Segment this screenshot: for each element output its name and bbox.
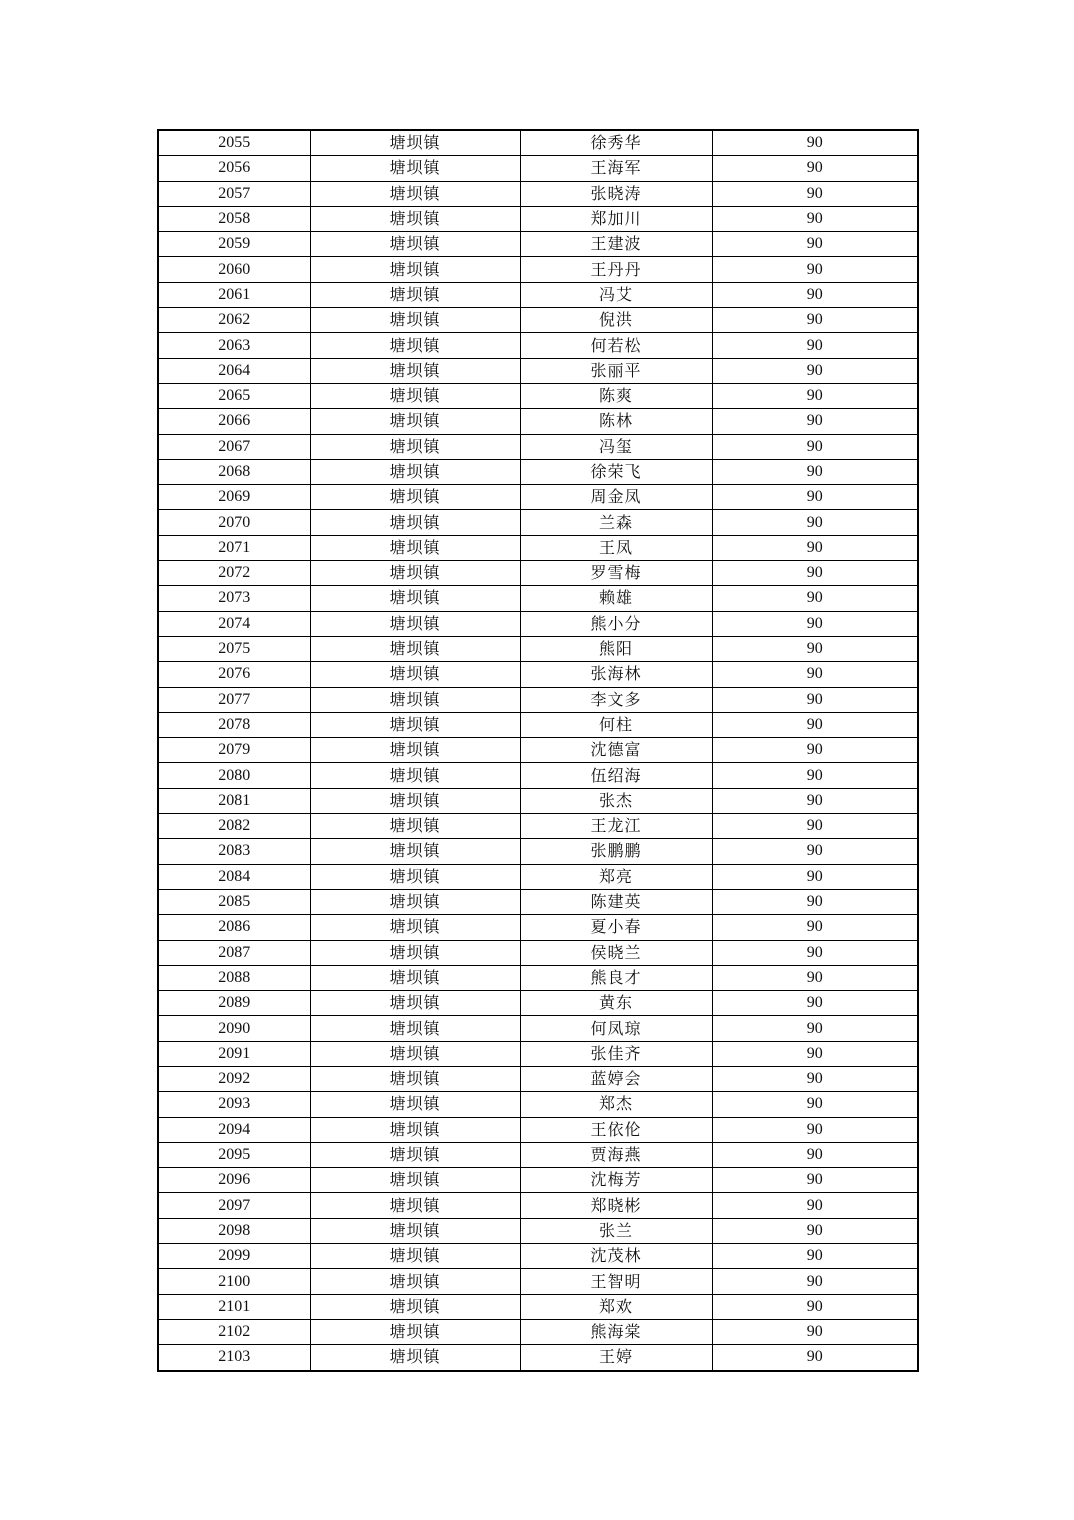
score-cell: 90 — [712, 1218, 918, 1243]
score-cell: 90 — [712, 1345, 918, 1371]
town-cell: 塘坝镇 — [310, 1294, 520, 1319]
row-number-cell: 2068 — [158, 459, 310, 484]
town-cell: 塘坝镇 — [310, 1345, 520, 1371]
person-name-cell: 冯艾 — [520, 282, 712, 307]
person-name-cell: 何柱 — [520, 712, 712, 737]
row-number-cell: 2064 — [158, 358, 310, 383]
score-cell: 90 — [712, 510, 918, 535]
town-cell: 塘坝镇 — [310, 788, 520, 813]
table-row — [158, 308, 918, 333]
town-cell: 塘坝镇 — [310, 510, 520, 535]
town-cell: 塘坝镇 — [310, 282, 520, 307]
row-number-cell: 2089 — [158, 991, 310, 1016]
town-cell: 塘坝镇 — [310, 915, 520, 940]
row-number-cell: 2101 — [158, 1294, 310, 1319]
score-cell: 90 — [712, 282, 918, 307]
town-cell: 塘坝镇 — [310, 156, 520, 181]
score-cell: 90 — [712, 1117, 918, 1142]
person-name-cell: 郑杰 — [520, 1092, 712, 1117]
row-number-cell: 2063 — [158, 333, 310, 358]
town-cell: 塘坝镇 — [310, 1142, 520, 1167]
row-number-cell: 2086 — [158, 915, 310, 940]
person-name-cell: 沈梅芳 — [520, 1168, 712, 1193]
person-name-cell: 王龙江 — [520, 814, 712, 839]
town-cell: 塘坝镇 — [310, 1066, 520, 1091]
score-cell: 90 — [712, 130, 918, 156]
town-cell: 塘坝镇 — [310, 206, 520, 231]
person-name-cell: 伍绍海 — [520, 763, 712, 788]
table-row — [158, 965, 918, 990]
person-name-cell: 贾海燕 — [520, 1142, 712, 1167]
table-row — [158, 383, 918, 408]
town-cell: 塘坝镇 — [310, 485, 520, 510]
row-number-cell: 2075 — [158, 636, 310, 661]
person-name-cell: 张晓涛 — [520, 181, 712, 206]
row-number-cell: 2097 — [158, 1193, 310, 1218]
score-cell: 90 — [712, 889, 918, 914]
table-row — [158, 409, 918, 434]
person-name-cell: 陈建英 — [520, 889, 712, 914]
score-cell: 90 — [712, 232, 918, 257]
score-cell: 90 — [712, 814, 918, 839]
table-row — [158, 181, 918, 206]
row-number-cell: 2095 — [158, 1142, 310, 1167]
score-cell: 90 — [712, 257, 918, 282]
table-row — [158, 358, 918, 383]
table-row — [158, 1117, 918, 1142]
table-row — [158, 763, 918, 788]
person-name-cell: 沈德富 — [520, 738, 712, 763]
table-row — [158, 1092, 918, 1117]
town-cell: 塘坝镇 — [310, 1218, 520, 1243]
table-row — [158, 1244, 918, 1269]
table-row — [158, 1168, 918, 1193]
row-number-cell: 2074 — [158, 611, 310, 636]
town-cell: 塘坝镇 — [310, 308, 520, 333]
table-row — [158, 156, 918, 181]
town-cell: 塘坝镇 — [310, 1168, 520, 1193]
table-row — [158, 1345, 918, 1371]
roster-table — [157, 129, 919, 1372]
table-row — [158, 712, 918, 737]
person-name-cell: 侯晓兰 — [520, 940, 712, 965]
table-row — [158, 636, 918, 661]
town-cell: 塘坝镇 — [310, 636, 520, 661]
table-row — [158, 1142, 918, 1167]
score-cell: 90 — [712, 636, 918, 661]
town-cell: 塘坝镇 — [310, 459, 520, 484]
table-row — [158, 889, 918, 914]
person-name-cell: 周金凤 — [520, 485, 712, 510]
table-row — [158, 864, 918, 889]
person-name-cell: 熊良才 — [520, 965, 712, 990]
row-number-cell: 2055 — [158, 130, 310, 156]
person-name-cell: 陈林 — [520, 409, 712, 434]
table-row — [158, 991, 918, 1016]
person-name-cell: 张丽平 — [520, 358, 712, 383]
row-number-cell: 2076 — [158, 662, 310, 687]
row-number-cell: 2077 — [158, 687, 310, 712]
table-row — [158, 1319, 918, 1344]
town-cell: 塘坝镇 — [310, 1016, 520, 1041]
score-cell: 90 — [712, 763, 918, 788]
table-row — [158, 1041, 918, 1066]
person-name-cell: 郑亮 — [520, 864, 712, 889]
person-name-cell: 夏小春 — [520, 915, 712, 940]
score-cell: 90 — [712, 561, 918, 586]
roster-table-body — [158, 130, 918, 1371]
table-row — [158, 738, 918, 763]
row-number-cell: 2057 — [158, 181, 310, 206]
town-cell: 塘坝镇 — [310, 940, 520, 965]
score-cell: 90 — [712, 1041, 918, 1066]
town-cell: 塘坝镇 — [310, 738, 520, 763]
person-name-cell: 张海林 — [520, 662, 712, 687]
table-row — [158, 940, 918, 965]
score-cell: 90 — [712, 839, 918, 864]
person-name-cell: 赖雄 — [520, 586, 712, 611]
score-cell: 90 — [712, 1319, 918, 1344]
town-cell: 塘坝镇 — [310, 1117, 520, 1142]
table-row — [158, 232, 918, 257]
score-cell: 90 — [712, 965, 918, 990]
row-number-cell: 2061 — [158, 282, 310, 307]
score-cell: 90 — [712, 1066, 918, 1091]
person-name-cell: 陈爽 — [520, 383, 712, 408]
score-cell: 90 — [712, 712, 918, 737]
row-number-cell: 2083 — [158, 839, 310, 864]
row-number-cell: 2069 — [158, 485, 310, 510]
town-cell: 塘坝镇 — [310, 358, 520, 383]
score-cell: 90 — [712, 1016, 918, 1041]
table-row — [158, 586, 918, 611]
score-cell: 90 — [712, 156, 918, 181]
row-number-cell: 2059 — [158, 232, 310, 257]
table-row — [158, 1294, 918, 1319]
score-cell: 90 — [712, 333, 918, 358]
score-cell: 90 — [712, 1244, 918, 1269]
row-number-cell: 2066 — [158, 409, 310, 434]
person-name-cell: 熊阳 — [520, 636, 712, 661]
row-number-cell: 2073 — [158, 586, 310, 611]
town-cell: 塘坝镇 — [310, 763, 520, 788]
table-row — [158, 1193, 918, 1218]
row-number-cell: 2102 — [158, 1319, 310, 1344]
person-name-cell: 王丹丹 — [520, 257, 712, 282]
table-row — [158, 535, 918, 560]
person-name-cell: 王海军 — [520, 156, 712, 181]
town-cell: 塘坝镇 — [310, 535, 520, 560]
row-number-cell: 2090 — [158, 1016, 310, 1041]
table-row — [158, 485, 918, 510]
town-cell: 塘坝镇 — [310, 1041, 520, 1066]
person-name-cell: 王依伦 — [520, 1117, 712, 1142]
score-cell: 90 — [712, 181, 918, 206]
score-cell: 90 — [712, 459, 918, 484]
row-number-cell: 2087 — [158, 940, 310, 965]
person-name-cell: 罗雪梅 — [520, 561, 712, 586]
row-number-cell: 2088 — [158, 965, 310, 990]
row-number-cell: 2091 — [158, 1041, 310, 1066]
row-number-cell: 2103 — [158, 1345, 310, 1371]
score-cell: 90 — [712, 1168, 918, 1193]
town-cell: 塘坝镇 — [310, 561, 520, 586]
row-number-cell: 2062 — [158, 308, 310, 333]
person-name-cell: 郑加川 — [520, 206, 712, 231]
row-number-cell: 2092 — [158, 1066, 310, 1091]
person-name-cell: 蓝婷会 — [520, 1066, 712, 1091]
town-cell: 塘坝镇 — [310, 130, 520, 156]
score-cell: 90 — [712, 409, 918, 434]
row-number-cell: 2082 — [158, 814, 310, 839]
person-name-cell: 郑晓彬 — [520, 1193, 712, 1218]
table-row — [158, 662, 918, 687]
row-number-cell: 2071 — [158, 535, 310, 560]
table-row — [158, 915, 918, 940]
table-row — [158, 459, 918, 484]
row-number-cell: 2099 — [158, 1244, 310, 1269]
row-number-cell: 2094 — [158, 1117, 310, 1142]
row-number-cell: 2070 — [158, 510, 310, 535]
table-row — [158, 130, 918, 156]
score-cell: 90 — [712, 308, 918, 333]
person-name-cell: 黄东 — [520, 991, 712, 1016]
town-cell: 塘坝镇 — [310, 965, 520, 990]
table-row — [158, 282, 918, 307]
person-name-cell: 熊海棠 — [520, 1319, 712, 1344]
town-cell: 塘坝镇 — [310, 1193, 520, 1218]
score-cell: 90 — [712, 485, 918, 510]
row-number-cell: 2056 — [158, 156, 310, 181]
person-name-cell: 王建波 — [520, 232, 712, 257]
score-cell: 90 — [712, 864, 918, 889]
person-name-cell: 熊小分 — [520, 611, 712, 636]
table-row — [158, 611, 918, 636]
town-cell: 塘坝镇 — [310, 181, 520, 206]
table-row — [158, 814, 918, 839]
person-name-cell: 沈茂林 — [520, 1244, 712, 1269]
score-cell: 90 — [712, 206, 918, 231]
person-name-cell: 李文多 — [520, 687, 712, 712]
score-cell: 90 — [712, 611, 918, 636]
town-cell: 塘坝镇 — [310, 864, 520, 889]
table-row — [158, 434, 918, 459]
table-row — [158, 561, 918, 586]
town-cell: 塘坝镇 — [310, 1244, 520, 1269]
table-row — [158, 206, 918, 231]
town-cell: 塘坝镇 — [310, 383, 520, 408]
score-cell: 90 — [712, 358, 918, 383]
town-cell: 塘坝镇 — [310, 1319, 520, 1344]
town-cell: 塘坝镇 — [310, 586, 520, 611]
score-cell: 90 — [712, 687, 918, 712]
row-number-cell: 2060 — [158, 257, 310, 282]
person-name-cell: 张杰 — [520, 788, 712, 813]
table-row — [158, 510, 918, 535]
town-cell: 塘坝镇 — [310, 232, 520, 257]
person-name-cell: 何若松 — [520, 333, 712, 358]
row-number-cell: 2078 — [158, 712, 310, 737]
town-cell: 塘坝镇 — [310, 409, 520, 434]
score-cell: 90 — [712, 991, 918, 1016]
table-row — [158, 1269, 918, 1294]
person-name-cell: 徐荣飞 — [520, 459, 712, 484]
person-name-cell: 张佳齐 — [520, 1041, 712, 1066]
town-cell: 塘坝镇 — [310, 687, 520, 712]
row-number-cell: 2065 — [158, 383, 310, 408]
row-number-cell: 2081 — [158, 788, 310, 813]
row-number-cell: 2100 — [158, 1269, 310, 1294]
table-row — [158, 333, 918, 358]
town-cell: 塘坝镇 — [310, 712, 520, 737]
town-cell: 塘坝镇 — [310, 611, 520, 636]
score-cell: 90 — [712, 383, 918, 408]
town-cell: 塘坝镇 — [310, 333, 520, 358]
person-name-cell: 王智明 — [520, 1269, 712, 1294]
person-name-cell: 徐秀华 — [520, 130, 712, 156]
row-number-cell: 2058 — [158, 206, 310, 231]
score-cell: 90 — [712, 940, 918, 965]
table-row — [158, 1218, 918, 1243]
table-row — [158, 257, 918, 282]
row-number-cell: 2096 — [158, 1168, 310, 1193]
row-number-cell: 2084 — [158, 864, 310, 889]
person-name-cell: 冯玺 — [520, 434, 712, 459]
score-cell: 90 — [712, 1092, 918, 1117]
row-number-cell: 2085 — [158, 889, 310, 914]
row-number-cell: 2093 — [158, 1092, 310, 1117]
score-cell: 90 — [712, 662, 918, 687]
town-cell: 塘坝镇 — [310, 257, 520, 282]
score-cell: 90 — [712, 788, 918, 813]
person-name-cell: 张兰 — [520, 1218, 712, 1243]
town-cell: 塘坝镇 — [310, 1092, 520, 1117]
score-cell: 90 — [712, 535, 918, 560]
row-number-cell: 2072 — [158, 561, 310, 586]
table-row — [158, 1066, 918, 1091]
person-name-cell: 王凤 — [520, 535, 712, 560]
town-cell: 塘坝镇 — [310, 434, 520, 459]
score-cell: 90 — [712, 586, 918, 611]
table-row — [158, 788, 918, 813]
score-cell: 90 — [712, 1269, 918, 1294]
person-name-cell: 张鹏鹏 — [520, 839, 712, 864]
score-cell: 90 — [712, 738, 918, 763]
score-cell: 90 — [712, 915, 918, 940]
town-cell: 塘坝镇 — [310, 991, 520, 1016]
row-number-cell: 2067 — [158, 434, 310, 459]
town-cell: 塘坝镇 — [310, 839, 520, 864]
score-cell: 90 — [712, 1193, 918, 1218]
score-cell: 90 — [712, 434, 918, 459]
person-name-cell: 兰森 — [520, 510, 712, 535]
row-number-cell: 2079 — [158, 738, 310, 763]
person-name-cell: 倪洪 — [520, 308, 712, 333]
person-name-cell: 郑欢 — [520, 1294, 712, 1319]
table-row — [158, 839, 918, 864]
table-row — [158, 1016, 918, 1041]
row-number-cell: 2080 — [158, 763, 310, 788]
row-number-cell: 2098 — [158, 1218, 310, 1243]
score-cell: 90 — [712, 1294, 918, 1319]
person-name-cell: 何凤琼 — [520, 1016, 712, 1041]
score-cell: 90 — [712, 1142, 918, 1167]
town-cell: 塘坝镇 — [310, 662, 520, 687]
town-cell: 塘坝镇 — [310, 1269, 520, 1294]
table-row — [158, 687, 918, 712]
person-name-cell: 王婷 — [520, 1345, 712, 1371]
town-cell: 塘坝镇 — [310, 814, 520, 839]
town-cell: 塘坝镇 — [310, 889, 520, 914]
